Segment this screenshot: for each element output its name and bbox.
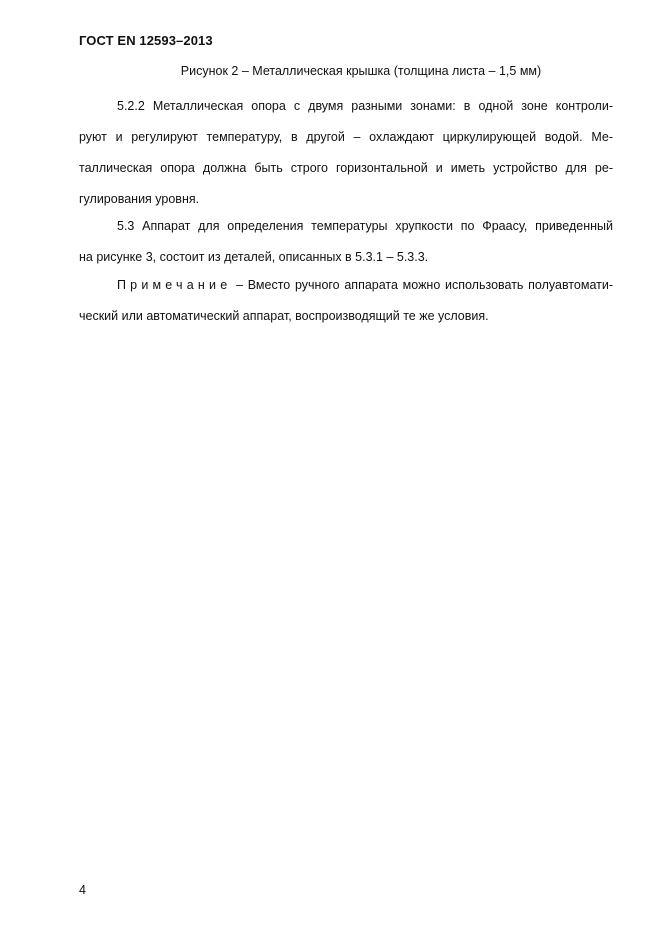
figure-caption [79,64,613,78]
note-line: ческий или автоматический аппарат, воспроизводящий те же условия. [79,309,489,323]
note-paragraph [79,270,613,332]
paragraph-line: руют и регулируют температуру, в другой – охлаждают циркулирующей водой. Ме- [79,130,613,144]
figure-caption-text: Рисунок 2 – Металлическая крышка (толщина листа – 1,5 мм) [180,64,542,78]
paragraph-line: 5.2.2 Металлическая опора с двумя разными зонами: в одной зоне контроли- [117,99,613,113]
paragraph-5-3 [79,211,613,273]
page-number: 4 [79,883,86,897]
paragraph-5-2-2 [79,91,613,215]
paragraph-line: на рисунке 3, состоит из деталей, описанных в 5.3.1 – 5.3.3. [79,250,429,264]
standard-header: ГОСТ EN 12593–2013 [79,33,213,48]
note-label: Примечание [117,278,232,292]
note-line [79,270,613,301]
note-text: – Вместо ручного аппарата можно использовать полуавтомати- [231,278,613,292]
paragraph-line: 5.3 Аппарат для определения температуры хрупкости по Фраасу, приведенный [117,219,613,233]
paragraph-line: гулирования уровня. [79,192,200,206]
paragraph-line: таллическая опора должна быть строго горизонтальной и иметь устройство для ре- [79,161,613,175]
